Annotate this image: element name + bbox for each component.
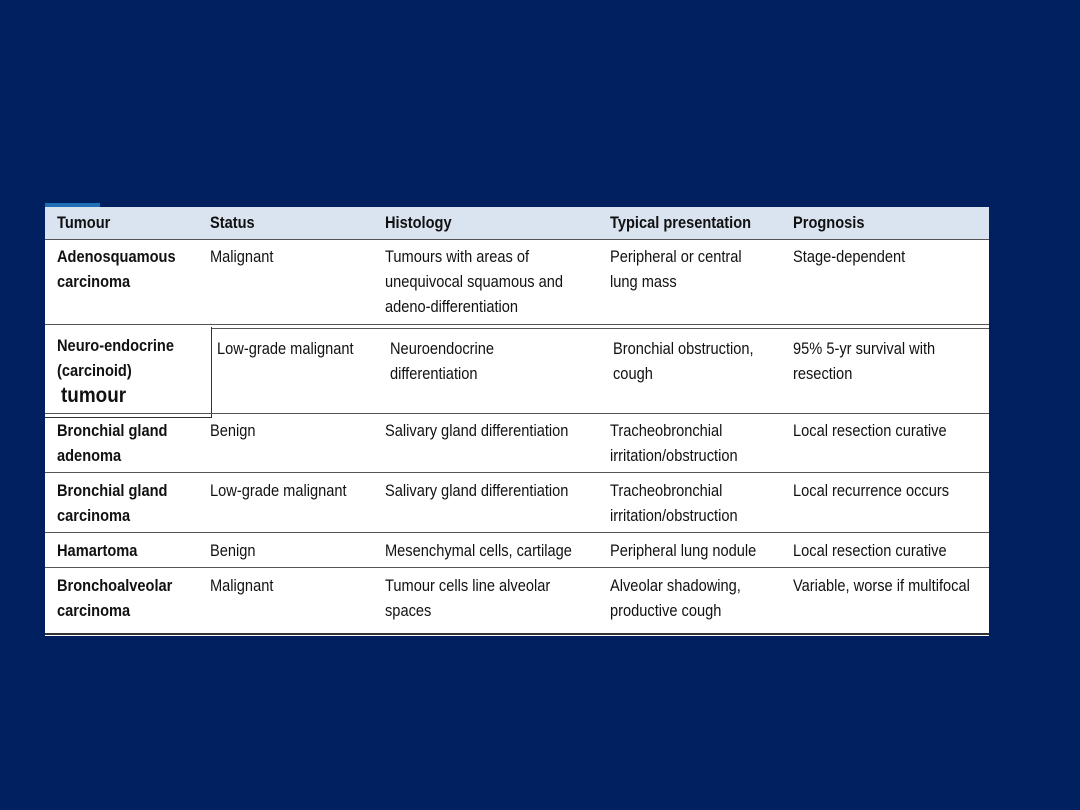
- cell-histology: Tumours with areas of: [385, 247, 530, 266]
- header-presentation: Typical presentation: [610, 213, 752, 232]
- cell-presentation: Peripheral or central: [610, 247, 742, 266]
- cell-prognosis: 95% 5-yr survival with: [793, 339, 936, 358]
- cell-histology: spaces: [385, 601, 432, 620]
- cell-presentation: Peripheral lung nodule: [610, 541, 757, 560]
- header-histology: Histology: [385, 213, 452, 232]
- row-rule: [45, 413, 989, 414]
- cell-tumour-overlay: tumour: [61, 384, 127, 407]
- header-prognosis: Prognosis: [793, 213, 865, 232]
- cell-tumour: Bronchial gland: [57, 421, 168, 440]
- cell-histology: adeno-differentiation: [385, 297, 519, 316]
- cell-status: Malignant: [210, 247, 274, 266]
- cell-status: Low-grade malignant: [210, 481, 347, 500]
- row-rule: [45, 324, 989, 325]
- cell-presentation: Tracheobronchial: [610, 481, 723, 500]
- cell-presentation: Alveolar shadowing,: [610, 576, 741, 595]
- cell-status: Malignant: [210, 576, 274, 595]
- cell-status: Benign: [210, 541, 256, 560]
- cell-prognosis: Local resection curative: [793, 421, 947, 440]
- row-rule: [45, 567, 989, 568]
- cell-status: Low-grade malignant: [217, 339, 354, 358]
- cell-tumour: carcinoma: [57, 601, 131, 620]
- cell-histology: Tumour cells line alveolar: [385, 576, 551, 595]
- cell-tumour: Hamartoma: [57, 541, 138, 560]
- cell-histology: differentiation: [390, 364, 478, 383]
- cell-histology: Salivary gland differentiation: [385, 481, 569, 500]
- cell-tumour: carcinoma: [57, 506, 131, 525]
- cell-presentation: irritation/obstruction: [610, 506, 738, 525]
- cell-presentation: productive cough: [610, 601, 722, 620]
- cell-tumour: Bronchial gland: [57, 481, 168, 500]
- cell-tumour: Adenosquamous: [57, 247, 176, 266]
- cell-tumour: Neuro-endocrine: [57, 336, 174, 355]
- cell-presentation: irritation/obstruction: [610, 446, 738, 465]
- cell-presentation: Bronchial obstruction,: [613, 339, 754, 358]
- cell-presentation: cough: [613, 364, 653, 383]
- header-rule: [45, 239, 989, 240]
- cell-tumour: Bronchoalveolar: [57, 576, 173, 595]
- row-rule: [45, 472, 989, 473]
- cell-prognosis: Stage-dependent: [793, 247, 906, 266]
- cell-histology: Salivary gland differentiation: [385, 421, 569, 440]
- cell-prognosis: resection: [793, 364, 853, 383]
- cell-prognosis: Local recurrence occurs: [793, 481, 950, 500]
- cell-presentation: lung mass: [610, 272, 677, 291]
- header-status: Status: [210, 213, 255, 232]
- tumour-table: [45, 207, 989, 636]
- cell-tumour: carcinoma: [57, 272, 131, 291]
- cell-tumour: adenoma: [57, 446, 122, 465]
- header-tumour: Tumour: [57, 213, 111, 232]
- row-rule: [45, 532, 989, 533]
- cell-prognosis: Variable, worse if multifocal: [793, 576, 970, 595]
- cell-histology: Mesenchymal cells, cartilage: [385, 541, 572, 560]
- cell-tumour: (carcinoid): [57, 361, 132, 380]
- cell-status: Benign: [210, 421, 256, 440]
- cell-histology: unequivocal squamous and: [385, 272, 564, 291]
- table-bottom-rule: [45, 633, 989, 635]
- cell-histology: Neuroendocrine: [390, 339, 495, 358]
- cell-presentation: Tracheobronchial: [610, 421, 723, 440]
- cell-prognosis: Local resection curative: [793, 541, 947, 560]
